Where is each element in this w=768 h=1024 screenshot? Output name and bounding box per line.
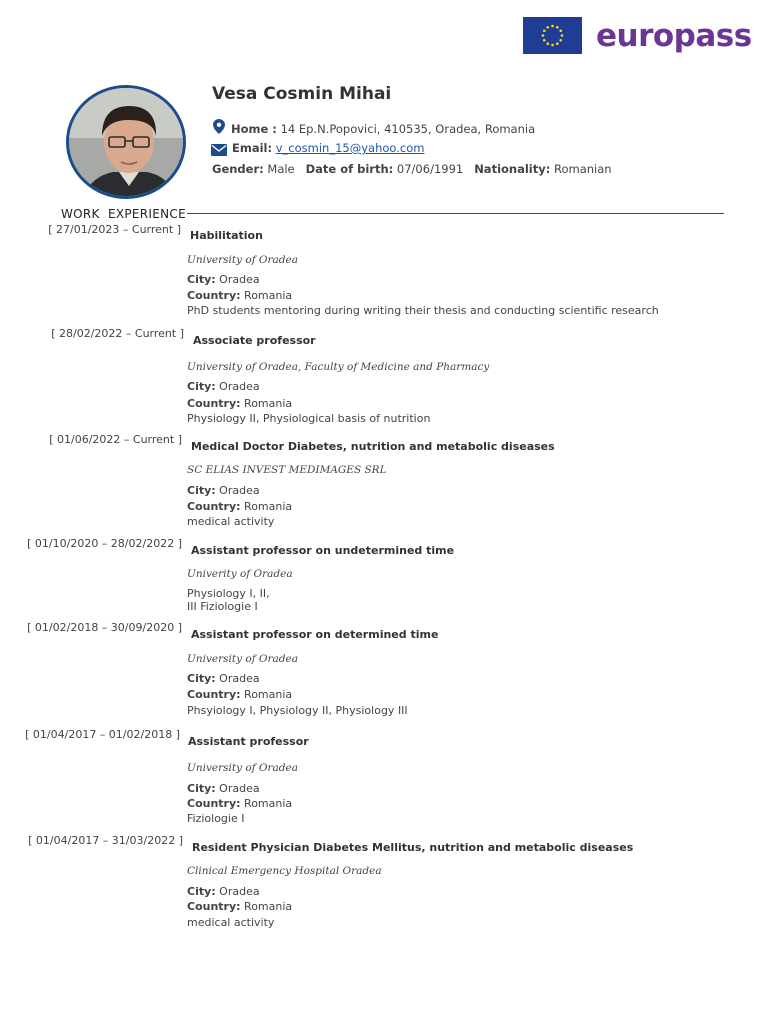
city-value: Oradea (219, 782, 260, 795)
country-value: Romania (244, 900, 293, 913)
city-label: City: (187, 484, 216, 497)
entry-city (187, 782, 260, 795)
entry-city (187, 885, 260, 898)
entry-city (187, 672, 260, 685)
country-label: Country: (187, 397, 241, 410)
dob-label: Date of birth: (305, 162, 394, 176)
entry-title: Habilitation (190, 229, 263, 242)
entry-date: [ 01/04/2017 – 31/03/2022 ] (28, 834, 183, 847)
city-label: City: (187, 782, 216, 795)
country-value: Romania (244, 500, 293, 513)
country-value: Romania (244, 797, 293, 810)
entry-employer: Univerity of Oradea (187, 568, 293, 580)
city-value: Oradea (219, 885, 260, 898)
section-divider (187, 213, 724, 214)
entry-country (187, 500, 292, 513)
entry-date: [ 01/06/2022 – Current ] (49, 433, 182, 446)
entry-title: Assistant professor on undetermined time (191, 544, 455, 557)
nationality-label: Nationality: (474, 162, 551, 176)
entry-description: PhD students mentoring during writing their thesis and conducting scientific research (187, 304, 659, 317)
entry-employer: University of Oradea (187, 254, 298, 266)
entry-description: Physiology II, Physiological basis of nutrition (187, 412, 431, 425)
city-value: Oradea (219, 672, 260, 685)
country-label: Country: (187, 797, 241, 810)
location-pin-icon (213, 119, 225, 134)
entry-employer: University of Oradea (187, 653, 298, 665)
city-value: Oradea (219, 484, 260, 497)
country-value: Romania (244, 688, 293, 701)
entry-date: [ 01/04/2017 – 01/02/2018 ] (25, 728, 180, 741)
gender-label: Gender: (212, 162, 264, 176)
entry-description: medical activity (187, 916, 275, 929)
profile-photo (66, 85, 186, 199)
entry-country (187, 900, 292, 913)
entry-country (187, 397, 292, 410)
eu-flag-icon (523, 17, 582, 54)
entry-date: [ 01/02/2018 – 30/09/2020 ] (27, 621, 182, 634)
email-link[interactable]: v_cosmin_15@yahoo.com (275, 141, 425, 155)
entry-description-line: III Fiziologie I (187, 600, 258, 613)
nationality-value: Romanian (554, 162, 612, 176)
home-address-line (231, 122, 535, 136)
entry-employer: University of Oradea (187, 762, 298, 774)
city-label: City: (187, 380, 216, 393)
city-label: City: (187, 273, 216, 286)
email-icon (211, 144, 227, 156)
entry-title: Associate professor (193, 334, 316, 347)
entry-description: Phsyiology I, Physiology II, Physiology III (187, 704, 408, 717)
email-label: Email: (232, 141, 273, 155)
entry-country (187, 688, 292, 701)
city-value: Oradea (219, 273, 260, 286)
country-label: Country: (187, 688, 241, 701)
home-label: Home : (231, 122, 277, 136)
entry-title: Assistant professor on determined time (191, 628, 439, 641)
entry-employer: SC ELIAS INVEST MEDIMAGES SRL (187, 464, 387, 476)
person-name: Vesa Cosmin Mihai (212, 84, 392, 104)
entry-title: Resident Physician Diabetes Mellitus, nutrition and metabolic diseases (192, 841, 634, 854)
entry-employer: University of Oradea, Faculty of Medicine and Pharmacy (187, 361, 490, 373)
country-label: Country: (187, 900, 241, 913)
email-line (232, 141, 424, 155)
entry-city (187, 273, 260, 286)
entry-city (187, 380, 260, 393)
entry-country (187, 289, 292, 302)
entry-date: [ 28/02/2022 – Current ] (51, 327, 184, 340)
entry-employer: Clinical Emergency Hospital Oradea (187, 865, 382, 877)
country-label: Country: (187, 500, 241, 513)
gender-value: Male (267, 162, 295, 176)
city-value: Oradea (219, 380, 260, 393)
europass-wordmark: europass (596, 18, 752, 54)
dob-value: 07/06/1991 (396, 162, 464, 176)
country-label: Country: (187, 289, 241, 302)
section-title-work-experience: WORK EXPERIENCE (61, 207, 186, 221)
country-value: Romania (244, 289, 293, 302)
entry-description: medical activity (187, 515, 275, 528)
entry-description-line: Physiology I, II, (187, 587, 270, 600)
entry-date: [ 01/10/2020 – 28/02/2022 ] (27, 537, 182, 550)
europass-logo (523, 16, 752, 56)
entry-title: Assistant professor (188, 735, 309, 748)
home-address: 14 Ep.N.Popovici, 410535, Oradea, Romania (280, 122, 536, 136)
entry-description: Fiziologie I (187, 812, 245, 825)
entry-title: Medical Doctor Diabetes, nutrition and metabolic diseases (191, 440, 555, 453)
personal-details-line (212, 162, 612, 176)
entry-date: [ 27/01/2023 – Current ] (48, 223, 181, 236)
city-label: City: (187, 672, 216, 685)
country-value: Romania (244, 397, 293, 410)
city-label: City: (187, 885, 216, 898)
entry-city (187, 484, 260, 497)
entry-country (187, 797, 292, 810)
